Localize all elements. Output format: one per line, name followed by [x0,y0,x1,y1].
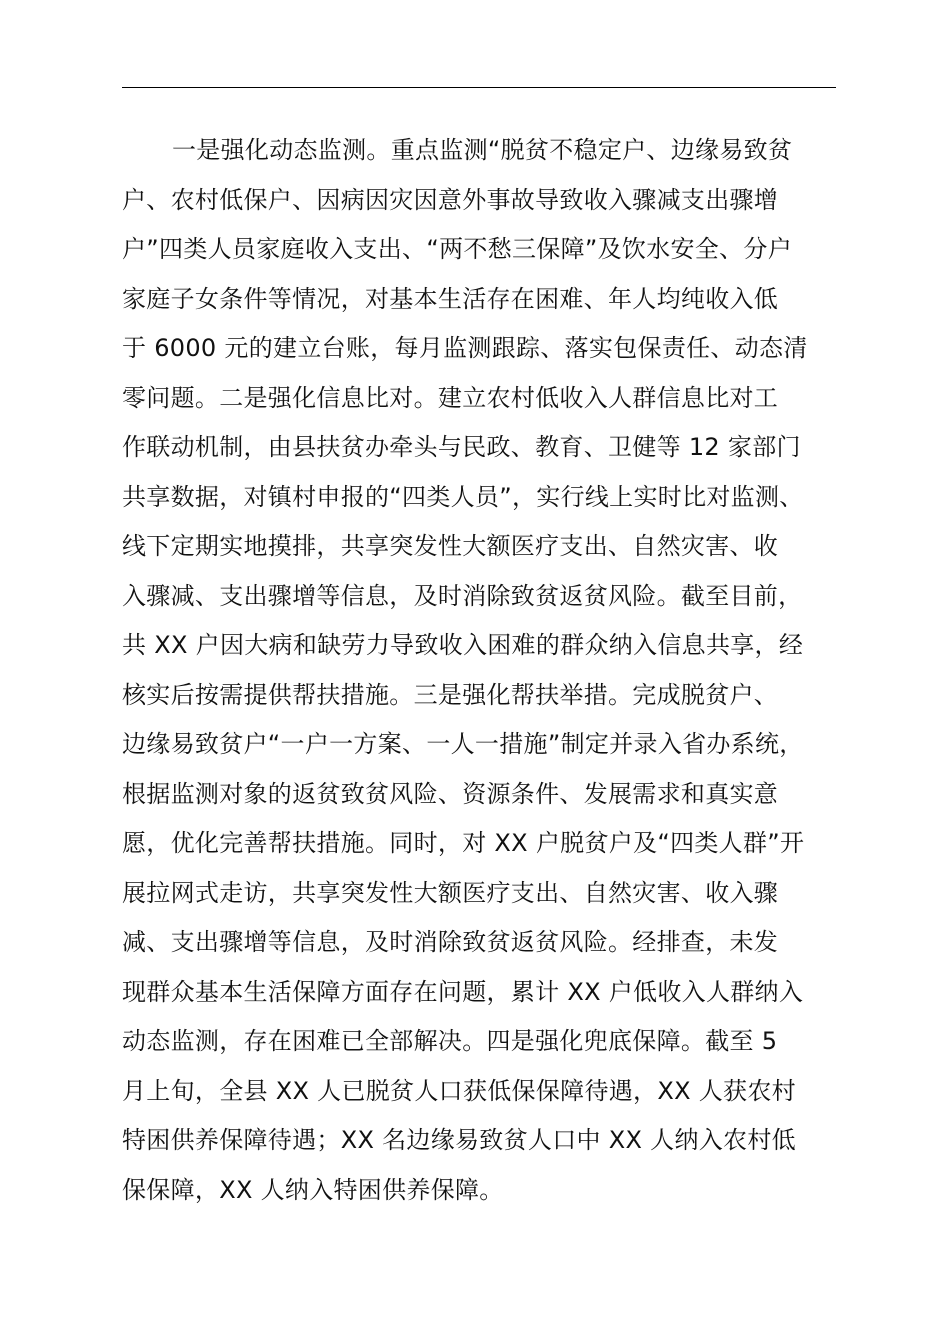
paragraph-line: 月上旬，全县 XX 人已脱贫人口获低保保障待遇，XX 人获农村 [122,1076,796,1105]
paragraph-line: 零问题。二是强化信息比对。建立农村低收入人群信息比对工 [122,383,779,412]
paragraph-line: 作联动机制，由县扶贫办牵头与民政、教育、卫健等 12 家部门 [122,433,801,461]
paragraph-line: 一是强化动态监测。重点监测“脱贫不稳定户、边缘易致贫 [172,136,793,164]
paragraph-line: 家庭子女条件等情况，对基本生活存在困难、年人均纯收入低 [122,284,779,313]
paragraph-line: 现群众基本生活保障方面存在问题，累计 XX 户低收入人群纳入 [122,977,804,1006]
paragraph-line: 共 XX 户因大病和缺劳力导致收入困难的群众纳入信息共享，经 [122,631,804,659]
paragraph-line: 动态监测，存在困难已全部解决。四是强化兜底保障。截至 5 [122,1027,778,1055]
paragraph-line: 线下定期实地摸排，共享突发性大额医疗支出、自然灾害、收 [122,532,779,560]
body-paragraph [122,126,862,1215]
paragraph-line: 共享数据，对镇村申报的“四类人员”，实行线上实时比对监测、 [122,482,804,511]
paragraph-line: 户、农村低保户、因病因灾因意外事故导致收入骤减支出骤增 [122,185,779,214]
header-rule [122,87,836,88]
paragraph-line: 展拉网式走访，共享突发性大额医疗支出、自然灾害、收入骤 [122,878,779,907]
paragraph-line: 根据监测对象的返贫致贫风险、资源条件、发展需求和真实意 [122,779,779,808]
paragraph-line: 边缘易致贫户“一户一方案、一人一措施”制定并录入省办系统， [122,730,804,758]
paragraph-line: 入骤减、支出骤增等信息，及时消除致贫返贫风险。截至目前， [122,581,803,610]
paragraph-line: 核实后按需提供帮扶措施。三是强化帮扶举措。完成脱贫户、 [122,680,779,709]
paragraph-line: 特困供养保障待遇；XX 名边缘易致贫人口中 XX 人纳入农村低 [122,1126,796,1154]
paragraph-line: 于 6000 元的建立台账，每月监测跟踪、落实包保责任、动态清 [122,334,808,362]
paragraph-line: 户”四类人员家庭收入支出、“两不愁三保障”及饮水安全、分户 [122,235,792,263]
paragraph-line: 减、支出骤增等信息，及时消除致贫返贫风险。经排查，未发 [122,928,779,956]
paragraph-line: 愿，优化完善帮扶措施。同时，对 XX 户脱贫户及“四类人群”开 [122,829,805,857]
paragraph-line: 保保障，XX 人纳入特困供养保障。 [122,1175,504,1204]
